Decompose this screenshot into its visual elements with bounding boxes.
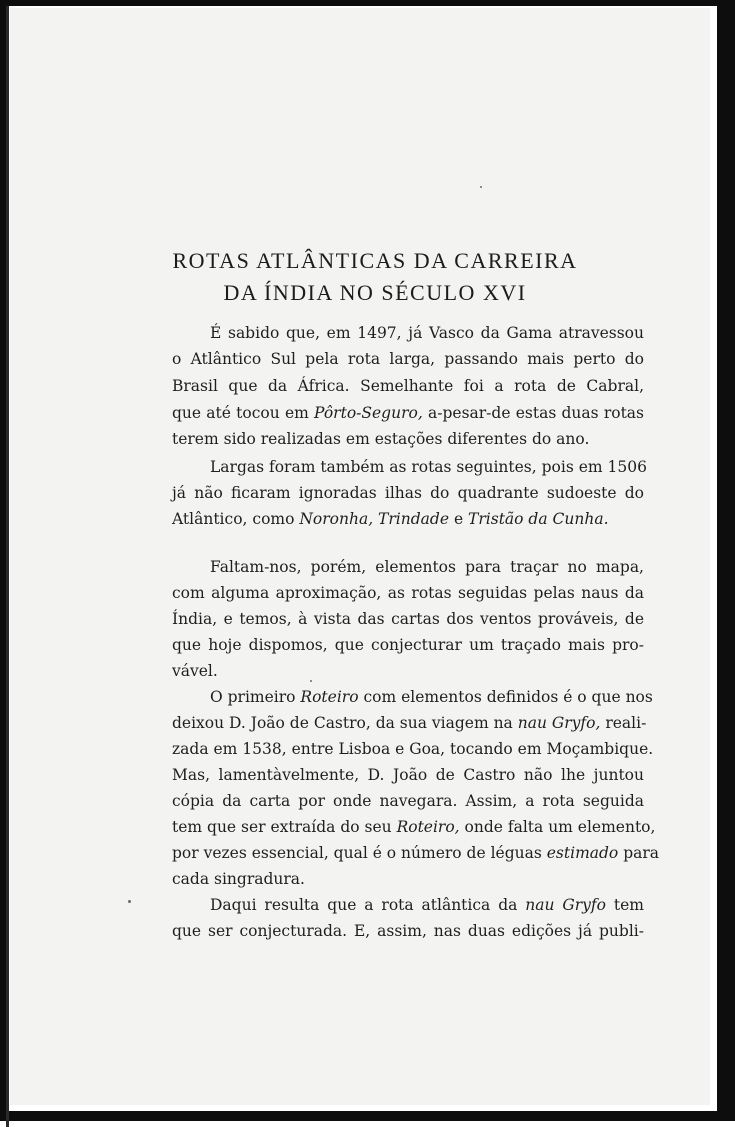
text-line: Brasil que da África. Semelhante foi a rota de Cabral,	[172, 377, 644, 395]
text-line: que ser conjecturada. E, assim, nas duas edições já publi-	[172, 922, 644, 940]
text-line: o Atlântico Sul pela rota larga, passando mais perto do	[172, 350, 644, 368]
text-line: cópia da carta por onde navegara. Assim, a rota seguida	[172, 792, 644, 810]
text-line: Índia, e temos, à vista das cartas dos ventos prováveis, de	[172, 610, 644, 628]
italic-text: nau Gryfo	[525, 896, 606, 914]
italic-text: Noronha, Trindade	[299, 510, 450, 528]
scanned-page	[10, 8, 710, 1105]
text-line: cada singradura.	[172, 870, 305, 888]
italic-text: estimado	[546, 844, 619, 862]
text-line: já não ficaram ignoradas ilhas do quadrante sudoeste do	[172, 484, 644, 502]
text-line: que hoje dispomos, que conjecturar um traçado mais pro-	[172, 636, 644, 654]
italic-text: Roteiro	[300, 688, 359, 706]
text-line: zada em 1538, entre Lisboa e Goa, tocando em Moçambique.	[172, 740, 654, 758]
dust-speck	[310, 680, 312, 682]
text-line: por vezes essencial, qual é o número de léguas estimado para	[172, 844, 660, 862]
page-title-line-1: ROTAS ATLÂNTICAS DA CARREIRA	[172, 248, 578, 273]
text-line: que até tocou em Pôrto-Seguro, a-pesar-de estas duas rotas	[172, 404, 644, 422]
text-line: Atlântico, como Noronha, Trindade e Tristão da Cunha.	[172, 510, 609, 528]
text-line: É sabido que, em 1497, já Vasco da Gama atravessou	[210, 324, 644, 342]
text-line: com alguma aproximação, as rotas seguidas pelas naus da	[172, 584, 644, 602]
dust-speck	[128, 900, 131, 903]
italic-text: nau Gryfo,	[517, 714, 601, 732]
text-line: O primeiro Roteiro com elementos definidos é o que nos	[210, 688, 653, 706]
text-line: Faltam-nos, porém, elementos para traçar no mapa,	[210, 558, 644, 576]
text-line: Mas, lamentàvelmente, D. João de Castro não lhe juntou	[172, 766, 644, 784]
italic-text: Roteiro,	[396, 818, 460, 836]
italic-text: Pôrto-Seguro,	[314, 404, 423, 422]
text-line: Largas foram também as rotas seguintes, pois em 1506	[210, 458, 647, 476]
italic-text: Tristão da Cunha.	[468, 510, 609, 528]
scan-edge	[6, 6, 9, 1127]
text-line: vável.	[172, 662, 218, 680]
text-line: deixou D. João de Castro, da sua viagem na nau Gryfo, reali-	[172, 714, 647, 732]
text-line: Daqui resulta que a rota atlântica da nau Gryfo tem	[210, 896, 645, 914]
text-line: tem que ser extraída do seu Roteiro, onde falta um elemento,	[172, 818, 656, 836]
page-title-line-2: DA ÍNDIA NO SÉCULO XVI	[223, 280, 527, 305]
text-line: terem sido realizadas em estações diferentes do ano.	[172, 430, 590, 448]
dust-speck	[480, 186, 482, 188]
